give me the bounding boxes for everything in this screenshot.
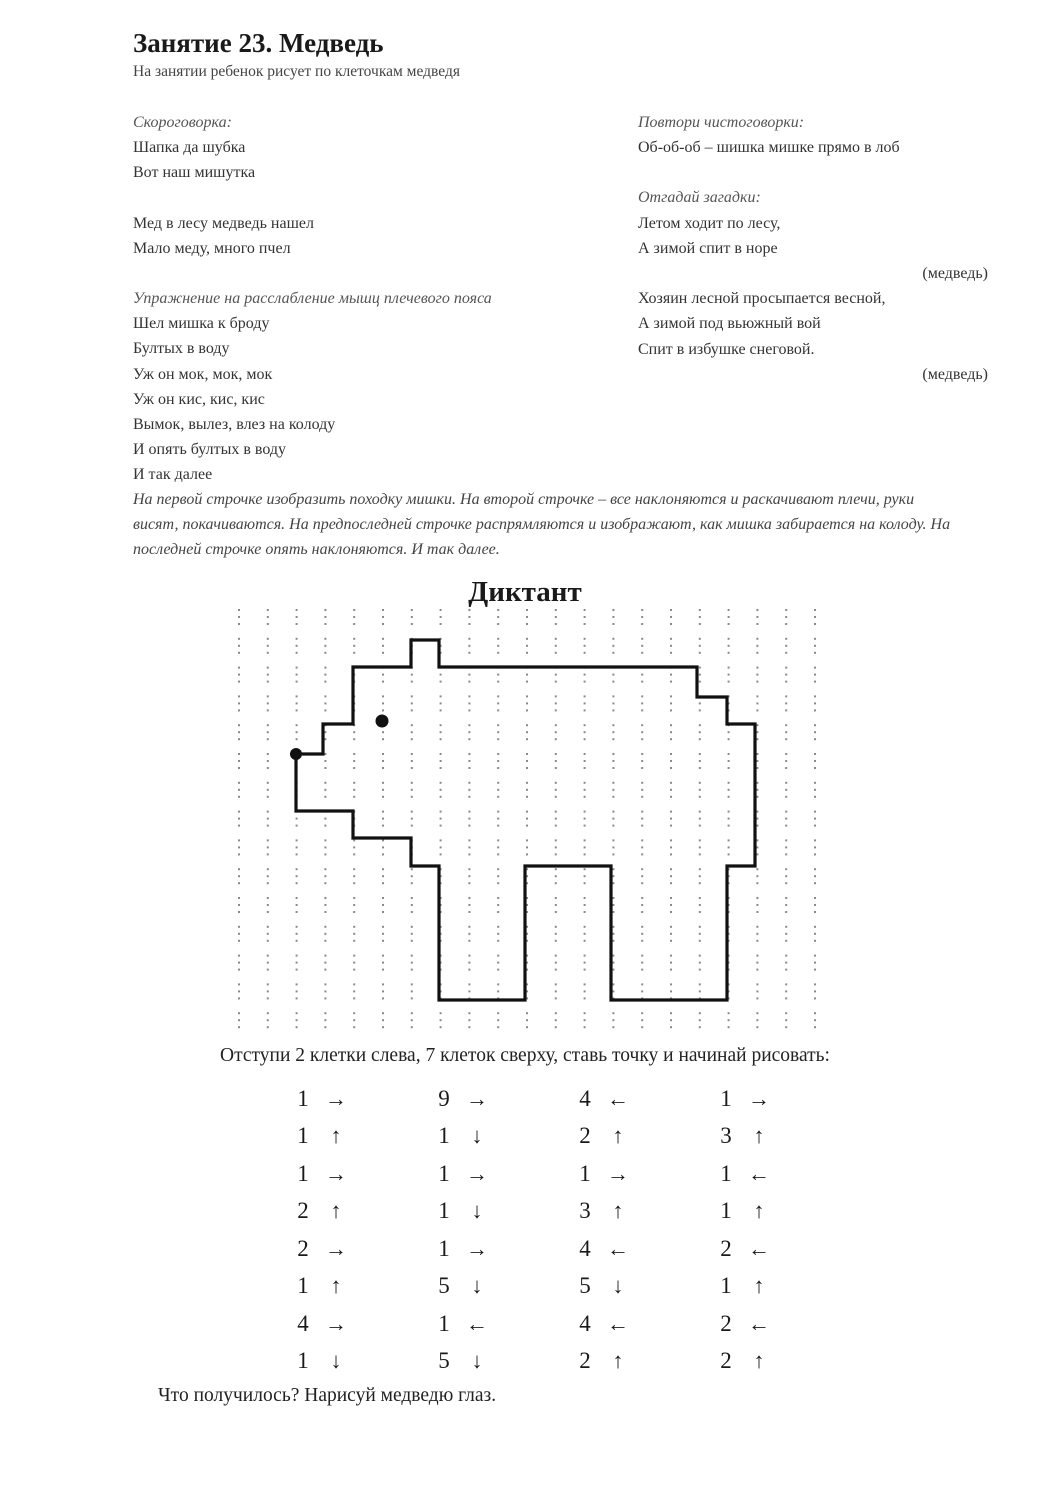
arrow-up-icon: ↑ bbox=[753, 1198, 765, 1224]
bear-eye bbox=[376, 715, 389, 728]
text-line: Упражнение на расслабление мышц плечевого пояса bbox=[133, 290, 492, 308]
arrow-right-icon: → bbox=[466, 1235, 488, 1261]
step-count: 4 bbox=[579, 1085, 591, 1111]
dictation-step bbox=[290, 1080, 370, 1118]
text-line: А зимой под вьюжный вой bbox=[638, 315, 821, 333]
arrow-up-icon: ↑ bbox=[612, 1123, 624, 1149]
arrow-up-icon: ↑ bbox=[753, 1348, 765, 1374]
dictation-step bbox=[572, 1268, 652, 1306]
arrow-up-icon: ↑ bbox=[753, 1273, 765, 1299]
dictation-step bbox=[290, 1305, 370, 1343]
step-count: 4 bbox=[297, 1310, 309, 1336]
arrow-right-icon: → bbox=[325, 1235, 347, 1261]
page-subtitle: На занятии ребенок рисует по клеточкам медведя bbox=[133, 63, 460, 80]
arrow-right-icon: → bbox=[748, 1085, 770, 1111]
arrow-left-icon: ← bbox=[607, 1310, 629, 1336]
dictation-step bbox=[713, 1193, 793, 1231]
step-count: 1 bbox=[297, 1123, 309, 1149]
step-count: 1 bbox=[297, 1348, 309, 1374]
step-count: 1 bbox=[297, 1160, 309, 1186]
step-count: 1 bbox=[720, 1085, 732, 1111]
step-count: 1 bbox=[297, 1085, 309, 1111]
dictation-step bbox=[572, 1305, 652, 1343]
step-count: 1 bbox=[297, 1273, 309, 1299]
text-line: Мало меду, много пчел bbox=[133, 239, 291, 257]
step-count: 2 bbox=[720, 1348, 732, 1374]
step-count: 2 bbox=[720, 1235, 732, 1261]
step-count: 9 bbox=[438, 1085, 450, 1111]
dictation-step bbox=[290, 1193, 370, 1231]
dictation-step bbox=[431, 1305, 511, 1343]
result-question: Что получилось? Нарисуй медведю глаз. bbox=[158, 1385, 497, 1406]
arrow-left-icon: ← bbox=[466, 1310, 488, 1336]
text-line: Уж он кис, кис, кис bbox=[133, 390, 265, 408]
dictation-step bbox=[290, 1268, 370, 1306]
text-line: Вымок, вылез, влез на колоду bbox=[133, 416, 336, 434]
step-count: 1 bbox=[438, 1235, 450, 1261]
dictation-title: Диктант bbox=[468, 576, 582, 608]
step-count: 2 bbox=[579, 1123, 591, 1149]
text-line: Отгадай загадки: bbox=[638, 189, 761, 207]
dictation-step bbox=[290, 1155, 370, 1193]
step-count: 3 bbox=[720, 1123, 732, 1149]
text-line: А зимой спит в норе bbox=[638, 239, 778, 257]
arrow-right-icon: → bbox=[466, 1085, 488, 1111]
start-dot bbox=[290, 748, 302, 760]
step-count: 1 bbox=[720, 1273, 732, 1299]
dictation-step bbox=[431, 1155, 511, 1193]
step-count: 2 bbox=[297, 1235, 309, 1261]
step-count: 5 bbox=[438, 1348, 450, 1374]
arrow-down-icon: ↓ bbox=[612, 1273, 624, 1299]
text-line: Летом ходит по лесу, bbox=[638, 214, 781, 232]
dictation-column bbox=[713, 1080, 793, 1380]
text-line: (медведь) bbox=[922, 365, 988, 383]
dictation-step bbox=[431, 1343, 511, 1381]
arrow-left-icon: ← bbox=[607, 1085, 629, 1111]
arrow-down-icon: ↓ bbox=[471, 1273, 483, 1299]
exercise-instructions: На первой строчке изобразить походку мишки. На второй строчке – все наклоняются и раскачивают плечи, руки висят, покачиваются. На предпоследней строчке распрямляются и изображают, как мишка забирается на колоду. На последней строчке опять наклоняются. И так далее. bbox=[133, 491, 951, 558]
dictation-step bbox=[290, 1230, 370, 1268]
step-count: 1 bbox=[438, 1310, 450, 1336]
text-line: (медведь) bbox=[922, 265, 988, 283]
dictation-step bbox=[572, 1080, 652, 1118]
step-count: 2 bbox=[579, 1348, 591, 1374]
arrow-down-icon: ↓ bbox=[330, 1348, 342, 1374]
arrow-left-icon: ← bbox=[748, 1310, 770, 1336]
arrow-up-icon: ↑ bbox=[753, 1123, 765, 1149]
dictation-column bbox=[431, 1080, 511, 1380]
arrow-down-icon: ↓ bbox=[471, 1198, 483, 1224]
step-count: 5 bbox=[438, 1273, 450, 1299]
step-count: 1 bbox=[438, 1198, 450, 1224]
arrow-up-icon: ↑ bbox=[330, 1123, 342, 1149]
arrow-right-icon: → bbox=[325, 1310, 347, 1336]
text-line: И так далее bbox=[133, 466, 213, 484]
arrow-left-icon: ← bbox=[748, 1235, 770, 1261]
step-count: 1 bbox=[438, 1160, 450, 1186]
step-count: 1 bbox=[438, 1123, 450, 1149]
step-count: 4 bbox=[579, 1310, 591, 1336]
arrow-right-icon: → bbox=[325, 1085, 347, 1111]
arrow-right-icon: → bbox=[466, 1160, 488, 1186]
dictation-step bbox=[431, 1118, 511, 1156]
step-count: 1 bbox=[579, 1160, 591, 1186]
arrow-left-icon: ← bbox=[607, 1235, 629, 1261]
text-line: Об-об-об – шишка мишке прямо в лоб bbox=[638, 139, 900, 157]
arrow-up-icon: ↑ bbox=[612, 1198, 624, 1224]
arrow-left-icon: ← bbox=[748, 1160, 770, 1186]
text-line: Шел мишка к броду bbox=[133, 315, 270, 333]
dictation-step bbox=[431, 1268, 511, 1306]
dictation-step bbox=[290, 1118, 370, 1156]
step-count: 3 bbox=[579, 1198, 591, 1224]
dictation-step bbox=[572, 1343, 652, 1381]
step-count: 4 bbox=[579, 1235, 591, 1261]
step-count: 1 bbox=[720, 1198, 732, 1224]
dictation-step bbox=[713, 1080, 793, 1118]
text-line: И опять бултых в воду bbox=[133, 441, 286, 459]
dictation-step bbox=[713, 1268, 793, 1306]
page-title: Занятие 23. Медведь bbox=[133, 28, 384, 58]
dictation-step bbox=[431, 1080, 511, 1118]
grid-dots bbox=[238, 609, 816, 1028]
text-line: Повтори чистоговорки: bbox=[638, 114, 805, 131]
arrow-right-icon: → bbox=[325, 1160, 347, 1186]
step-count: 2 bbox=[297, 1198, 309, 1224]
dictation-step bbox=[572, 1118, 652, 1156]
dictation-step bbox=[713, 1118, 793, 1156]
text-line: Уж он мок, мок, мок bbox=[133, 365, 273, 383]
text-line: Мед в лесу медведь нашел bbox=[133, 214, 314, 232]
text-line: Спит в избушке снеговой. bbox=[638, 340, 815, 358]
start-instruction: Отступи 2 клетки слева, 7 клеток сверху, ставь точку и начинай рисовать: bbox=[220, 1045, 830, 1066]
dictation-step bbox=[713, 1305, 793, 1343]
step-count: 2 bbox=[720, 1310, 732, 1336]
dictation-step bbox=[431, 1230, 511, 1268]
dictation-step bbox=[713, 1230, 793, 1268]
dictation-column bbox=[572, 1080, 652, 1380]
text-line: Бултых в воду bbox=[133, 340, 230, 358]
bear-outline bbox=[296, 640, 755, 1000]
text-line: Вот наш мишутка bbox=[133, 164, 256, 182]
text-line: Шапка да шубка bbox=[133, 139, 246, 157]
dictation-step bbox=[290, 1343, 370, 1381]
dictation-step bbox=[713, 1343, 793, 1381]
arrow-up-icon: ↑ bbox=[612, 1348, 624, 1374]
dictation-step bbox=[572, 1155, 652, 1193]
arrow-right-icon: → bbox=[607, 1160, 629, 1186]
arrow-up-icon: ↑ bbox=[330, 1198, 342, 1224]
text-line: Скороговорка: bbox=[133, 114, 232, 131]
arrow-down-icon: ↓ bbox=[471, 1123, 483, 1149]
dictation-step bbox=[572, 1193, 652, 1231]
dictation-step bbox=[572, 1230, 652, 1268]
dictation-step bbox=[713, 1155, 793, 1193]
text-line: Хозяин лесной просыпается весной, bbox=[638, 290, 886, 308]
step-count: 5 bbox=[579, 1273, 591, 1299]
arrow-up-icon: ↑ bbox=[330, 1273, 342, 1299]
arrow-down-icon: ↓ bbox=[471, 1348, 483, 1374]
dictation-column bbox=[290, 1080, 370, 1380]
dictation-step bbox=[431, 1193, 511, 1231]
step-count: 1 bbox=[720, 1160, 732, 1186]
